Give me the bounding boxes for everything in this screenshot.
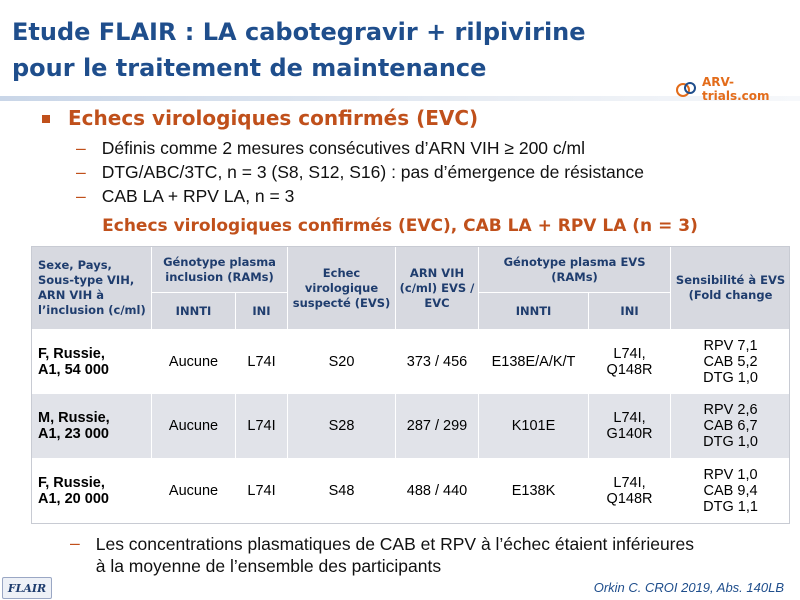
subheader-incl-innti: INNTI bbox=[152, 293, 236, 330]
sens-line-2: CAB 5,2 bbox=[703, 353, 758, 370]
cell-incl-ini: L74I bbox=[236, 394, 288, 459]
patient-line-2: A1, 20 000 bbox=[38, 490, 109, 507]
cell-patient bbox=[32, 394, 152, 459]
header-genotype-inclusion: Génotype plasma inclusion (RAMs) bbox=[152, 247, 288, 293]
cell-incl-ini: L74I bbox=[236, 459, 288, 523]
patient-line-1: F, Russie, bbox=[38, 474, 105, 491]
header-sensibilite: Sensibilité à EVS (Fold change bbox=[671, 247, 791, 330]
header-patient: Sexe, Pays, Sous-type VIH, ARN VIH à l’inclusion (c/ml) bbox=[32, 247, 152, 330]
bottom-note bbox=[70, 533, 694, 577]
cell-evs-ini bbox=[589, 459, 671, 523]
cell-patient bbox=[32, 330, 152, 394]
subpoint-text: CAB LA + RPV LA, n = 3 bbox=[101, 186, 295, 206]
evs-ini-line-2: Q148R bbox=[606, 490, 653, 507]
citation: Orkin C. CROI 2019, Abs. 140LB bbox=[593, 580, 784, 595]
cell-evs-innti: K101E bbox=[479, 394, 589, 459]
dash-icon: – bbox=[76, 138, 86, 158]
cell-incl-innti: Aucune bbox=[152, 459, 236, 523]
main-bullet bbox=[42, 106, 478, 130]
main-bullet-text: Echecs virologiques confirmés (EVC) bbox=[68, 106, 479, 130]
evs-ini-line-1: L74I, bbox=[613, 474, 646, 491]
cell-sensibilite bbox=[671, 459, 791, 523]
subpoint-text: DTG/ABC/3TC, n = 3 (S8, S12, S16) : pas d’émergence de résistance bbox=[101, 162, 645, 182]
flair-badge: FLAIR bbox=[2, 577, 52, 599]
table-title: Echecs virologiques confirmés (EVC), CAB LA + RPV LA (n = 3) bbox=[102, 216, 698, 236]
evc-table bbox=[31, 246, 791, 523]
sens-line-3: DTG 1,0 bbox=[703, 434, 758, 450]
table-row bbox=[32, 459, 791, 523]
cell-incl-innti: Aucune bbox=[152, 330, 236, 394]
patient-line-1: F, Russie, bbox=[38, 345, 105, 362]
bottom-note-line-1: Les concentrations plasmatiques de CAB et RPV à l’échec étaient inférieures bbox=[95, 534, 694, 554]
sens-line-1: RPV 2,6 bbox=[703, 402, 758, 418]
subpoint-1 bbox=[76, 138, 585, 159]
cell-evs-ini bbox=[589, 394, 671, 459]
sens-line-3: DTG 1,1 bbox=[703, 498, 758, 515]
cell-sensibilite bbox=[671, 330, 791, 394]
cell-evs-innti: E138K bbox=[479, 459, 589, 523]
cell-evs-innti: E138E/A/K/T bbox=[479, 330, 589, 394]
patient-line-2: A1, 54 000 bbox=[38, 361, 109, 378]
header-genotype-evs: Génotype plasma EVS (RAMs) bbox=[479, 247, 671, 293]
sens-line-1: RPV 7,1 bbox=[703, 337, 758, 354]
cell-incl-innti: Aucune bbox=[152, 394, 236, 459]
arv-trials-logo bbox=[676, 75, 800, 103]
evs-ini-line-1: L74I, bbox=[613, 345, 646, 362]
cell-evs: S48 bbox=[288, 459, 396, 523]
arv-logo-icon bbox=[676, 80, 698, 98]
subpoint-text: Définis comme 2 mesures consécutives d’ARN VIH ≥ 200 c/ml bbox=[101, 138, 585, 158]
cell-arn: 287 / 299 bbox=[396, 394, 479, 459]
sens-line-3: DTG 1,0 bbox=[703, 369, 758, 386]
slide-title bbox=[12, 14, 632, 86]
title-line-2: pour le traitement de maintenance bbox=[12, 54, 487, 82]
cell-evs: S20 bbox=[288, 330, 396, 394]
cell-incl-ini: L74I bbox=[236, 330, 288, 394]
subpoint-3 bbox=[76, 186, 294, 207]
subheader-incl-ini: INI bbox=[236, 293, 288, 330]
cell-evs-ini bbox=[589, 330, 671, 394]
patient-line-1: M, Russie, bbox=[38, 410, 110, 426]
logo-text: ARV-trials.com bbox=[702, 75, 770, 103]
subpoint-2 bbox=[76, 162, 644, 183]
dash-icon: – bbox=[70, 533, 80, 553]
cell-arn: 373 / 456 bbox=[396, 330, 479, 394]
square-bullet-icon bbox=[42, 115, 50, 123]
subheader-evs-innti: INNTI bbox=[479, 293, 589, 330]
evs-ini-line-1: L74I, bbox=[613, 410, 646, 426]
evs-ini-line-2: Q148R bbox=[606, 361, 653, 378]
cell-evs: S28 bbox=[288, 394, 396, 459]
sens-line-1: RPV 1,0 bbox=[703, 466, 758, 483]
header-arn: ARN VIH (c/ml) EVS / EVC bbox=[396, 247, 479, 330]
patient-line-2: A1, 23 000 bbox=[38, 426, 109, 442]
dash-icon: – bbox=[76, 186, 86, 206]
bottom-note-line-2: à la moyenne de l’ensemble des participants bbox=[95, 556, 442, 576]
sens-line-2: CAB 6,7 bbox=[703, 418, 758, 434]
sens-line-2: CAB 9,4 bbox=[703, 482, 758, 499]
evs-ini-line-2: G140R bbox=[606, 426, 653, 442]
bottom-note-text bbox=[96, 533, 694, 577]
subheader-evs-ini: INI bbox=[589, 293, 671, 330]
table-row bbox=[32, 330, 791, 394]
title-line-1: Etude FLAIR : LA cabotegravir + rilpivirine bbox=[12, 18, 586, 46]
cell-patient bbox=[32, 459, 152, 523]
dash-icon: – bbox=[76, 162, 86, 182]
cell-sensibilite bbox=[671, 394, 791, 459]
header-evs: Echec virologique suspecté (EVS) bbox=[288, 247, 396, 330]
cell-arn: 488 / 440 bbox=[396, 459, 479, 523]
table-row bbox=[32, 394, 791, 459]
